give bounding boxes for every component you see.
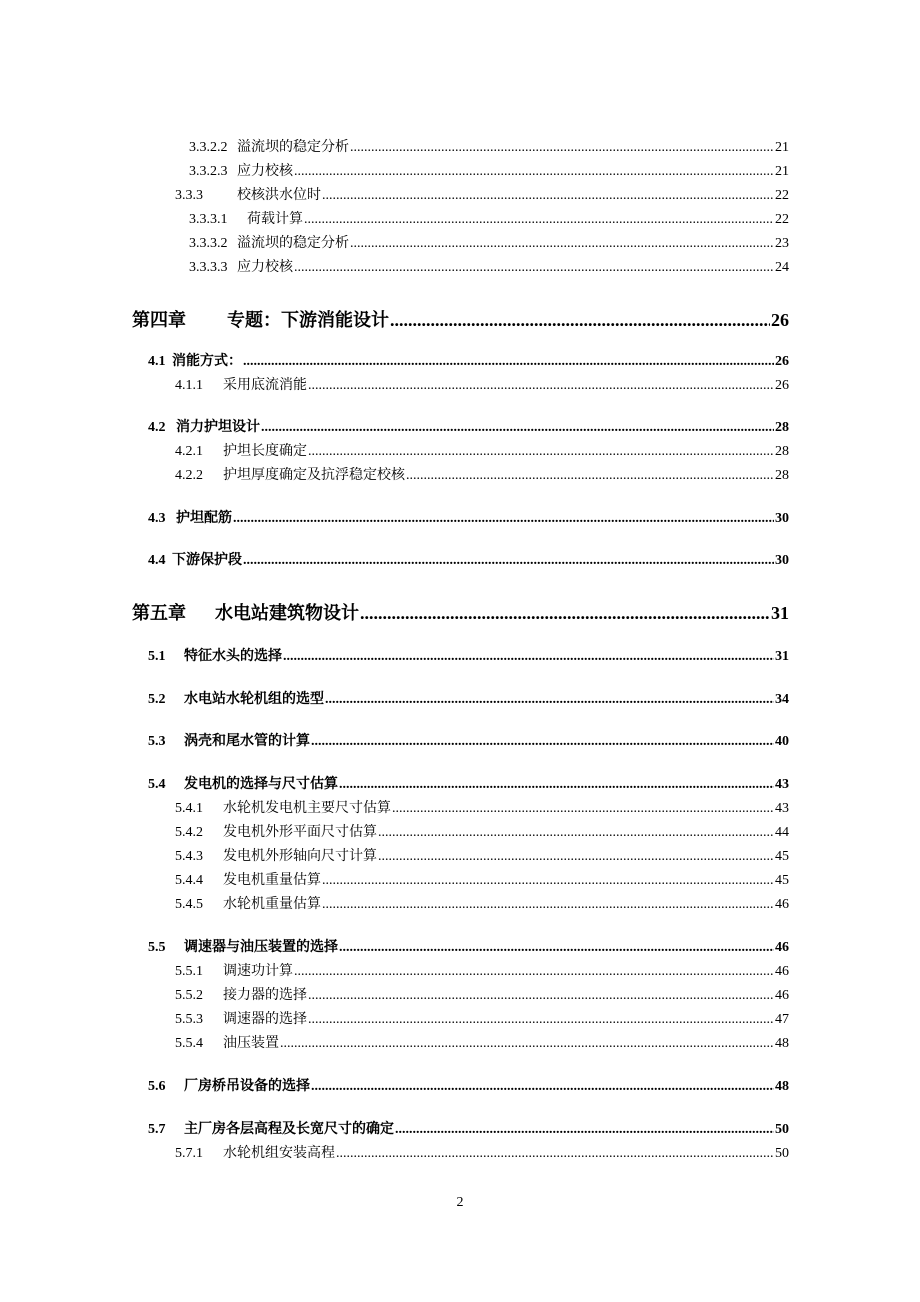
toc-entry-title: 采用底流消能 <box>223 378 307 393</box>
section-title: 消力护坦设计 <box>176 420 260 435</box>
toc-section[interactable] <box>148 936 789 956</box>
toc-entry-number: 3.3.3 <box>175 188 203 203</box>
dot-leader <box>294 164 774 180</box>
section-title: 特征水头的选择 <box>184 649 282 664</box>
toc-entry-page: 28 <box>775 468 789 483</box>
toc-entry-page: 28 <box>775 444 789 459</box>
toc-chapter[interactable] <box>132 306 789 332</box>
dot-leader <box>336 1146 774 1162</box>
toc-entry[interactable] <box>175 184 789 204</box>
section-title: 消能方式： <box>172 354 242 369</box>
toc-entry-title: 调速功计算 <box>223 964 293 979</box>
section-page: 43 <box>775 777 789 792</box>
chapter-title: 专题：下游消能设计 <box>227 310 389 330</box>
section-page: 28 <box>775 420 789 435</box>
toc-entry-number: 5.4.5 <box>175 897 203 912</box>
dot-leader <box>308 378 774 394</box>
toc-entry-page: 45 <box>775 873 789 888</box>
toc-entry-page: 50 <box>775 1146 789 1161</box>
section-page: 30 <box>775 553 789 568</box>
toc-entry[interactable] <box>175 869 789 889</box>
toc-entry[interactable] <box>175 1032 789 1052</box>
toc-entry-title: 油压装置 <box>223 1036 279 1051</box>
section-number: 5.3 <box>148 734 166 749</box>
toc-entry-number: 3.3.3.2 <box>189 236 228 251</box>
toc-entry-title: 水轮机发电机主要尺寸估算 <box>223 801 391 816</box>
toc-entry-page: 48 <box>775 1036 789 1051</box>
section-number: 4.2 <box>148 420 166 435</box>
section-number: 5.4 <box>148 777 166 792</box>
toc-entry-number: 5.5.4 <box>175 1036 203 1051</box>
toc-entry-number: 5.4.4 <box>175 873 203 888</box>
dot-leader <box>304 212 774 228</box>
section-page: 48 <box>775 1079 789 1094</box>
section-title: 主厂房各层高程及长宽尺寸的确定 <box>184 1122 394 1137</box>
toc-entry[interactable] <box>175 821 789 841</box>
toc-entry-title: 护坦长度确定 <box>223 444 307 459</box>
toc-entry-number: 4.2.1 <box>175 444 203 459</box>
chapter-title: 水电站建筑物设计 <box>215 603 359 623</box>
toc-entry[interactable] <box>175 374 789 394</box>
toc-entry[interactable] <box>175 893 789 913</box>
dot-leader <box>322 897 774 913</box>
section-page: 30 <box>775 511 789 526</box>
toc-entry-number: 5.4.2 <box>175 825 203 840</box>
section-page: 40 <box>775 734 789 749</box>
toc-entry[interactable] <box>175 1142 789 1162</box>
toc-entry-number: 5.4.1 <box>175 801 203 816</box>
toc-entry-number: 4.2.2 <box>175 468 203 483</box>
dot-leader <box>308 444 774 460</box>
section-title: 调速器与油压装置的选择 <box>184 940 338 955</box>
toc-entry-title: 护坦厚度确定及抗浮稳定校核 <box>223 468 405 483</box>
toc-entry[interactable] <box>175 984 789 1004</box>
toc-entry-page: 26 <box>775 378 789 393</box>
toc-chapter[interactable] <box>132 599 789 625</box>
toc-entry[interactable] <box>175 960 789 980</box>
toc-entry-page: 22 <box>775 212 789 227</box>
dot-leader <box>392 801 774 817</box>
toc-section[interactable] <box>148 1118 789 1138</box>
chapter-page: 31 <box>771 603 789 623</box>
dot-leader <box>243 354 774 370</box>
toc-section[interactable] <box>148 1075 789 1095</box>
toc-section[interactable] <box>148 773 789 793</box>
toc-entry-title: 发电机外形轴向尺寸计算 <box>223 849 377 864</box>
toc-entry-page: 24 <box>775 260 789 275</box>
toc-entry[interactable] <box>175 440 789 460</box>
toc-entry[interactable] <box>175 797 789 817</box>
dot-leader <box>283 649 774 665</box>
dot-leader <box>311 734 774 750</box>
toc-entry-title: 应力校核 <box>237 164 293 179</box>
toc-entry-title: 发电机重量估算 <box>223 873 321 888</box>
toc-entry-title: 水轮机重量估算 <box>223 897 321 912</box>
toc-entry-number: 3.3.3.3 <box>189 260 228 275</box>
toc-entry-number: 4.1.1 <box>175 378 203 393</box>
toc-entry-number: 5.4.3 <box>175 849 203 864</box>
section-title: 护坦配筋 <box>176 511 232 526</box>
toc-entry-page: 21 <box>775 140 789 155</box>
section-number: 5.5 <box>148 940 166 955</box>
dot-leader <box>350 140 774 156</box>
dot-leader <box>390 310 770 331</box>
toc-entry-title: 校核洪水位时 <box>237 188 321 203</box>
toc-entry-title: 荷载计算 <box>247 212 303 227</box>
toc-entry[interactable] <box>189 232 789 252</box>
toc-entry-number: 3.3.2.2 <box>189 140 228 155</box>
section-title: 涡壳和尾水管的计算 <box>184 734 310 749</box>
toc-section[interactable] <box>148 549 789 569</box>
toc-entry[interactable] <box>175 464 789 484</box>
section-page: 26 <box>775 354 789 369</box>
toc-entry-page: 23 <box>775 236 789 251</box>
dot-leader <box>308 988 774 1004</box>
toc-section[interactable] <box>148 645 789 665</box>
dot-leader <box>233 511 774 527</box>
section-title: 发电机的选择与尺寸估算 <box>184 777 338 792</box>
toc-entry-page: 45 <box>775 849 789 864</box>
toc-entry-page: 46 <box>775 988 789 1003</box>
page-number: 2 <box>456 1195 464 1210</box>
toc-section[interactable] <box>148 688 789 708</box>
toc-entry-page: 47 <box>775 1012 789 1027</box>
dot-leader <box>378 825 774 841</box>
dot-leader <box>406 468 774 484</box>
dot-leader <box>261 420 774 436</box>
toc-entry-title: 接力器的选择 <box>223 988 307 1003</box>
toc-entry-title: 溢流坝的稳定分析 <box>237 236 349 251</box>
section-number: 5.6 <box>148 1079 166 1094</box>
chapter-page: 26 <box>771 310 789 330</box>
toc-entry-title: 水轮机组安装高程 <box>223 1146 335 1161</box>
section-number: 5.7 <box>148 1122 166 1137</box>
dot-leader <box>322 873 774 889</box>
section-number: 4.4 <box>148 553 166 568</box>
toc-entry-number: 3.3.3.1 <box>189 212 228 227</box>
section-page: 50 <box>775 1122 789 1137</box>
toc-section[interactable] <box>148 507 789 527</box>
section-title: 厂房桥吊设备的选择 <box>184 1079 310 1094</box>
section-number: 4.3 <box>148 511 166 526</box>
toc-entry[interactable] <box>189 136 789 156</box>
dot-leader <box>322 188 774 204</box>
toc-entry-title: 调速器的选择 <box>223 1012 307 1027</box>
toc-entry-page: 46 <box>775 897 789 912</box>
section-page: 34 <box>775 692 789 707</box>
dot-leader <box>395 1122 774 1138</box>
toc-entry-title: 应力校核 <box>237 260 293 275</box>
section-title: 下游保护段 <box>172 553 242 568</box>
dot-leader <box>350 236 774 252</box>
toc-entry-page: 44 <box>775 825 789 840</box>
section-number: 5.2 <box>148 692 166 707</box>
dot-leader <box>243 553 774 569</box>
toc-entry[interactable] <box>175 845 789 865</box>
chapter-number: 第四章 <box>132 310 186 330</box>
dot-leader <box>311 1079 774 1095</box>
chapter-number: 第五章 <box>132 603 186 623</box>
section-page: 31 <box>775 649 789 664</box>
dot-leader <box>294 260 774 276</box>
dot-leader <box>339 777 774 793</box>
toc-section[interactable] <box>148 730 789 750</box>
dot-leader <box>308 1012 774 1028</box>
toc-entry[interactable] <box>175 1008 789 1028</box>
section-title: 水电站水轮机组的选型 <box>184 692 324 707</box>
toc-section[interactable] <box>148 350 789 370</box>
toc-entry-title: 溢流坝的稳定分析 <box>237 140 349 155</box>
toc-entry-page: 43 <box>775 801 789 816</box>
dot-leader <box>280 1036 774 1052</box>
toc-entry-page: 46 <box>775 964 789 979</box>
dot-leader <box>339 940 774 956</box>
toc-entry-number: 5.5.2 <box>175 988 203 1003</box>
toc-entry-number: 5.7.1 <box>175 1146 203 1161</box>
toc-entry[interactable] <box>189 256 789 276</box>
section-page: 46 <box>775 940 789 955</box>
section-number: 4.1 <box>148 354 166 369</box>
dot-leader <box>325 692 774 708</box>
toc-entry-number: 3.3.2.3 <box>189 164 228 179</box>
toc-entry[interactable] <box>189 208 789 228</box>
toc-entry[interactable] <box>189 160 789 180</box>
toc-entry-number: 5.5.1 <box>175 964 203 979</box>
section-number: 5.1 <box>148 649 166 664</box>
dot-leader <box>378 849 774 865</box>
dot-leader <box>360 603 770 624</box>
toc-entry-number: 5.5.3 <box>175 1012 203 1027</box>
toc-entry-page: 22 <box>775 188 789 203</box>
toc-entry-page: 21 <box>775 164 789 179</box>
dot-leader <box>294 964 774 980</box>
toc-entry-title: 发电机外形平面尺寸估算 <box>223 825 377 840</box>
toc-section[interactable] <box>148 416 789 436</box>
